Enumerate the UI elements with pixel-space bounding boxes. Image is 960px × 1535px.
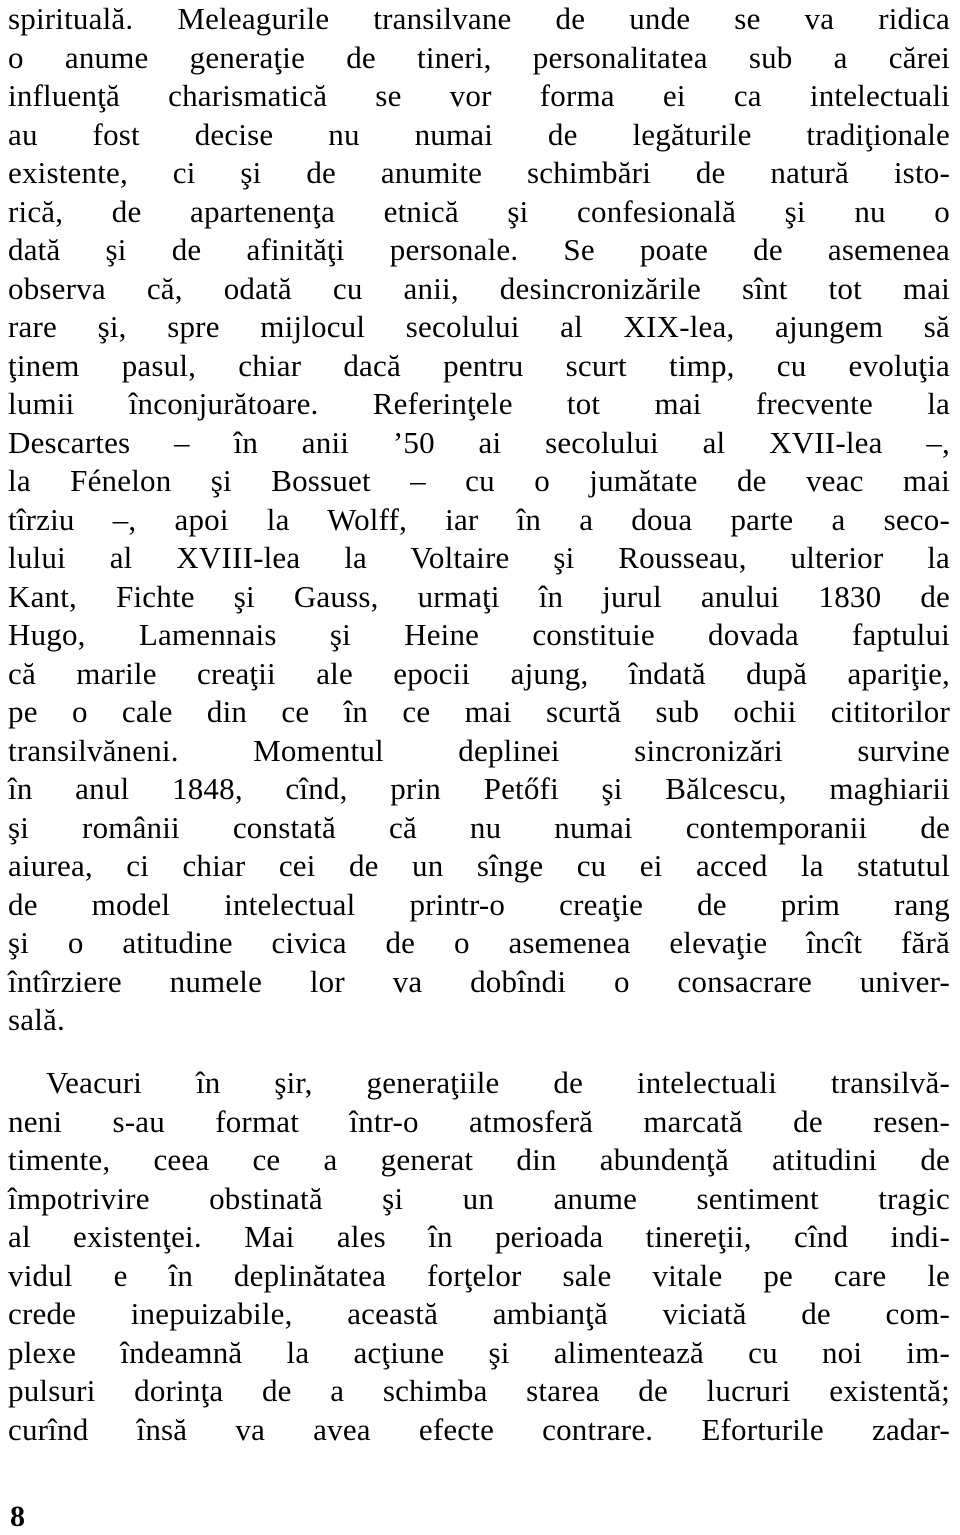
text-line: aiurea, ci chiar cei de un sînge cu ei acced la statutul (8, 848, 950, 883)
text-line: lului al XVIII-lea la Voltaire şi Rousseau, ulterior la (8, 540, 950, 575)
text-line: influenţă charismatică se vor forma ei ca intelectuali (8, 78, 950, 113)
text-line: de model intelectual printr-o creaţie de prim rang (8, 886, 950, 922)
text-line: rare şi, spre mijlocul secolului al XIX-lea, ajungem să (8, 309, 950, 344)
text-line: plexe îndeamnă la acţiune şi alimentează cu noi im- (8, 1334, 950, 1370)
text-line: întîrziere numele lor va dobîndi o consacrare univer- (8, 963, 950, 999)
text-line: spirituală. Meleagurile transilvane de unde se va ridica (8, 1, 950, 36)
text-line: crede inepuizabile, această ambianţă viciată de com- (8, 1296, 950, 1331)
text-line: lumii înconjurătoare. Referinţele tot mai frecvente la (8, 386, 950, 421)
text-line: au fost decise nu numai de legăturile tradiţionale (8, 116, 950, 152)
text-line: în anul 1848, cînd, prin Petőfi şi Bălcescu, maghiarii (8, 771, 950, 806)
paragraph-1 (8, 0, 950, 1040)
text-line: observa că, odată cu anii, desincronizările sînt tot mai (8, 270, 950, 306)
text-line: pe o cale din ce în ce mai scurtă sub ochii cititorilor (8, 694, 950, 729)
text-line: rică, de apartenenţa etnică şi confesională şi nu o (8, 193, 950, 229)
text-line: şi românii constată că nu numai contemporanii de (8, 809, 950, 845)
text-line: tîrziu –, apoi la Wolff, iar în a doua parte a seco- (8, 501, 950, 537)
text-line: Veacuri în şir, generaţiile de intelectuali transilvă- (46, 1065, 950, 1100)
text-line: o anume generaţie de tineri, personalitatea sub a cărei (8, 39, 950, 75)
text-line: Descartes – în anii ’50 ai secolului al XVII-lea –, (8, 424, 950, 460)
text-line: la Fénelon şi Bossuet – cu o jumătate de veac mai (8, 463, 950, 498)
paragraph-2 (8, 1064, 950, 1449)
text-line: timente, ceea ce a generat din abundenţă atitudini de (8, 1142, 950, 1177)
text-line: că marile creaţii ale epocii ajung, îndată după apariţie, (8, 655, 950, 691)
text-line: existente, ci şi de anumite schimbări de natură isto- (8, 155, 950, 190)
text-line: Hugo, Lamennais şi Heine constituie dovada faptului (8, 617, 950, 652)
text-line: şi o atitudine civica de o asemenea elevaţie încît fără (8, 925, 950, 960)
text-line: neni s-au format într-o atmosferă marcată de resen- (8, 1103, 950, 1139)
text-line: curînd însă va avea efecte contrare. Eforturile zadar- (8, 1411, 950, 1447)
text-line: împotrivire obstinată şi un anume sentiment tragic (8, 1180, 950, 1216)
text-line: dată şi de afinităţi personale. Se poate de asemenea (8, 232, 950, 267)
page-number: 8 (10, 1500, 25, 1533)
text-line: al existenţei. Mai ales în perioada tinereţii, cînd indi- (8, 1219, 950, 1254)
text-line: transilvăneni. Momentul deplinei sincronizări survine (8, 732, 950, 768)
text-line: sală. (8, 1002, 65, 1037)
text-line: vidul e în deplinătatea forţelor sale vitale pe care le (8, 1257, 950, 1293)
text-line: ţinem pasul, chiar dacă pentru scurt timp, cu evoluţia (8, 347, 950, 383)
text-line: Kant, Fichte şi Gauss, urmaţi în jurul anului 1830 de (8, 578, 950, 614)
text-line: pulsuri dorinţa de a schimba starea de lucruri existentă; (8, 1373, 950, 1408)
